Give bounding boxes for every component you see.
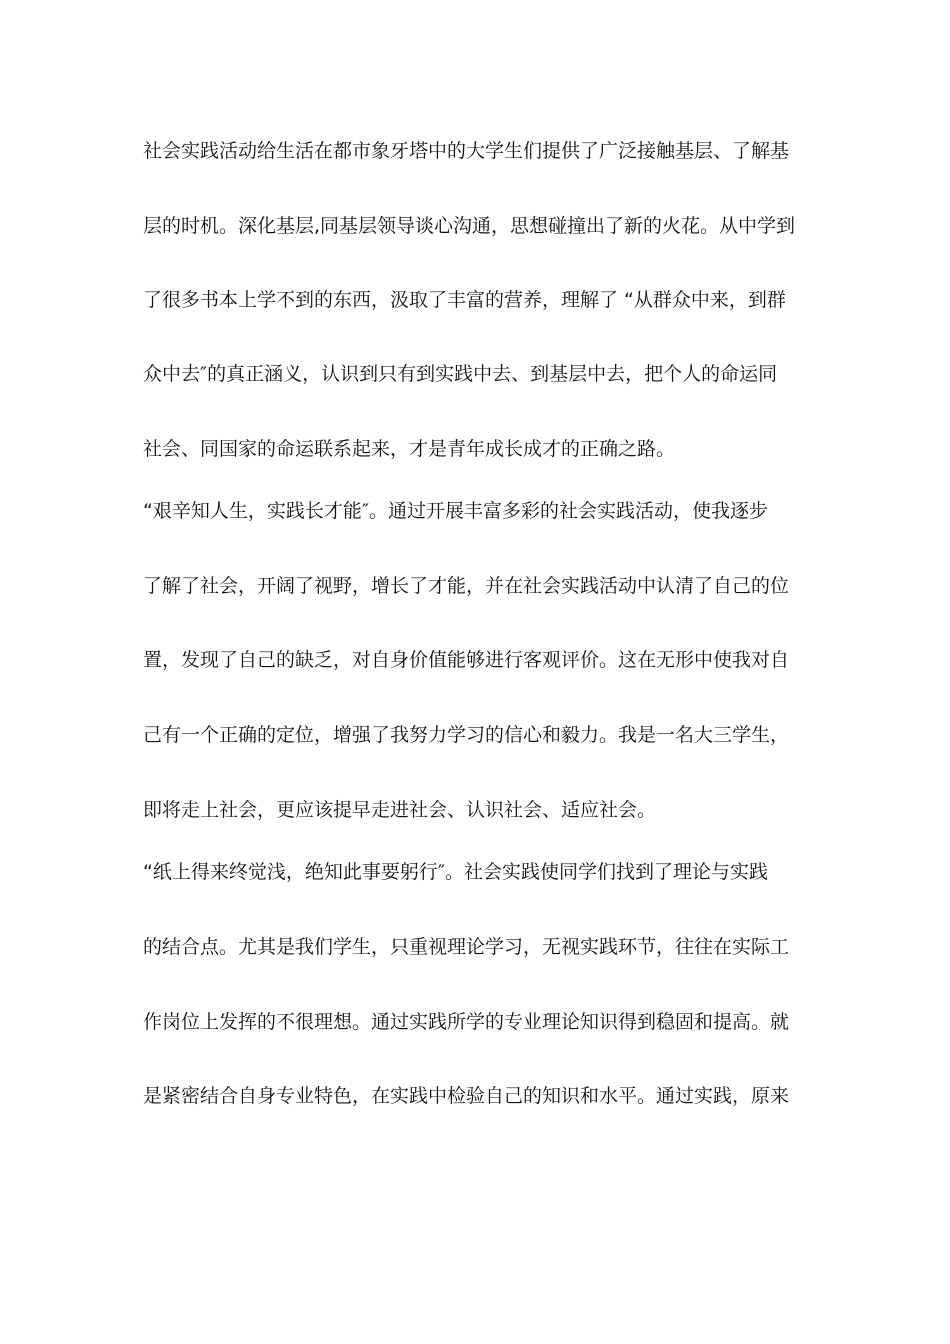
text-line-13: 作岗位上发挥的不很理想。通过实践所学的专业理论知识得到稳固和提高。就: [143, 1011, 790, 1033]
text-line-4: 众中去″的真正涵义，认识到只有到实践中去、到基层中去，把个人的命运同: [143, 363, 778, 385]
text-line-8: 置，发现了自己的缺乏，对自身价值能够进行客观评价。这在无形中使我对自: [143, 649, 790, 671]
text-line-3: 了很多书本上学不到的东西，汲取了丰富的营养，理解了 “从群众中来，到群: [143, 289, 786, 311]
text-line-12: 的结合点。尤其是我们学生，只重视理论学习，无视实践环节，往往在实际工: [143, 936, 790, 958]
text-line-2: 层的时机。深化基层,同基层领导谈心沟通，思想碰撞出了新的火花。从中学到: [143, 215, 796, 237]
text-line-1: 社会实践活动给生活在都市象牙塔中的大学生们提供了广泛接触基层、了解基: [143, 140, 790, 162]
text-line-7: 了解了社会，开阔了视野，增长了才能，并在社会实践活动中认清了自己的位: [143, 575, 790, 597]
text-line-6: “艰辛知人生，实践长才能″。通过开展丰富多彩的社会实践活动，使我逐步: [143, 500, 768, 522]
text-line-11: “纸上得来终觉浅，绝知此事要躬行″。社会实践使同学们找到了理论与实践: [143, 861, 768, 883]
text-line-14: 是紧密结合自身专业特色，在实践中检验自己的知识和水平。通过实践，原来: [143, 1085, 790, 1107]
text-line-10: 即将走上社会，更应该提早走进社会、认识社会、适应社会。: [143, 799, 657, 821]
text-line-5: 社会、同国家的命运联系起来，才是青年成长成才的正确之路。: [143, 438, 676, 460]
text-line-9: 己有一个正确的定位，增强了我努力学习的信心和毅力。我是一名大三学生，: [143, 724, 790, 746]
